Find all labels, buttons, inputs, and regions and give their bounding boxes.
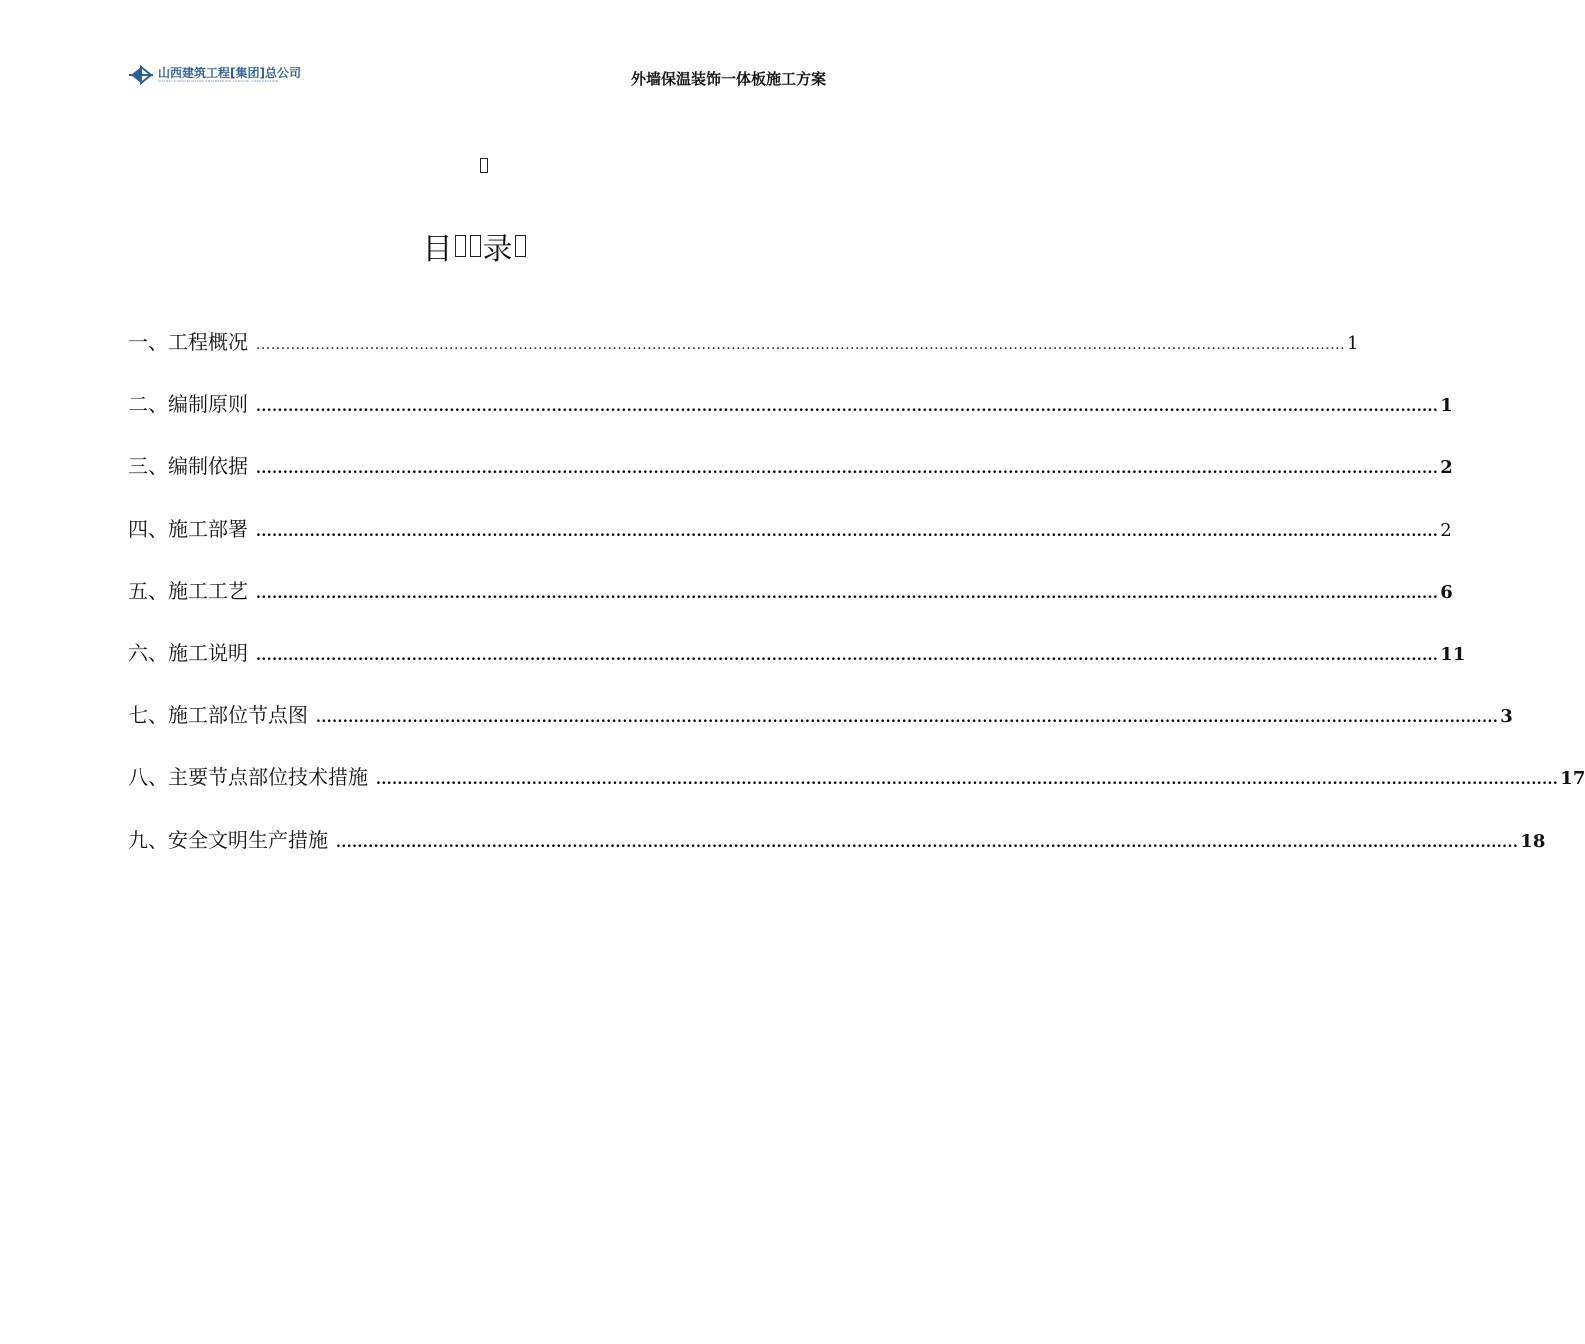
- toc-entry-label: 九、安全文明生产措施: [128, 827, 328, 852]
- toc-entry-page: 17: [1560, 768, 1585, 790]
- company-name-en: SHANXI CONSTRUCTION ENGINEERING (GROUP) CORPORATION: [158, 79, 279, 83]
- toc-entry-page: 1: [1347, 333, 1359, 354]
- toc-leader: ............................................................................................................................................................................................................................: [256, 523, 1439, 540]
- missing-glyph-mark: [480, 157, 488, 176]
- toc-heading-part2: 录: [482, 232, 513, 267]
- toc-entry-page: 2: [1440, 519, 1452, 541]
- toc-entry-page: 18: [1520, 830, 1546, 852]
- toc-leader: ............................................................................................................................................................................................................................: [336, 834, 1519, 851]
- toc-entry[interactable]: [128, 450, 1453, 512]
- toc-entry[interactable]: [128, 513, 1452, 575]
- toc-entry-label: 八、主要节点部位技术措施: [128, 765, 368, 790]
- toc-leader: ............................................................................................................................................................................................................................: [256, 399, 1439, 416]
- document-title: 外墙保温装饰一体板施工方案: [630, 70, 826, 88]
- toc-entry[interactable]: [128, 326, 1359, 388]
- toc-entry-label: 一、工程概况: [128, 330, 248, 354]
- toc-entry-page: 11: [1440, 643, 1466, 665]
- toc-list: [128, 326, 1585, 886]
- toc-entry-page: 2: [1440, 457, 1453, 479]
- toc-entry[interactable]: [128, 637, 1466, 699]
- company-logo: [128, 64, 301, 86]
- toc-entry-page: 6: [1440, 581, 1453, 603]
- toc-leader: ............................................................................................................................................................................................................................: [316, 710, 1499, 727]
- toc-heading-part1: 目: [422, 232, 453, 267]
- toc-leader: ............................................................................................................................................................................................................................: [256, 585, 1439, 602]
- toc-entry[interactable]: [128, 699, 1513, 761]
- toc-leader: ............................................................................................................................................................................................................................: [256, 337, 1346, 353]
- toc-entry[interactable]: [128, 388, 1453, 450]
- toc-entry[interactable]: [128, 824, 1546, 886]
- toc-entry[interactable]: [128, 575, 1453, 637]
- toc-entry-label: 五、施工工艺: [128, 578, 248, 603]
- toc-leader: ............................................................................................................................................................................................................................: [256, 461, 1439, 478]
- toc-entry-label: 二、编制原则: [128, 392, 248, 417]
- toc-entry-label: 三、编制依据: [128, 454, 248, 479]
- toc-entry-page: 3: [1500, 706, 1513, 728]
- toc-leader: ............................................................................................................................................................................................................................: [376, 772, 1559, 789]
- toc-entry[interactable]: [128, 761, 1585, 823]
- toc-entry-label: 四、施工部署: [128, 516, 248, 541]
- toc-heading: [0, 232, 950, 268]
- toc-entry-page: 1: [1440, 395, 1453, 417]
- toc-leader: ............................................................................................................................................................................................................................: [256, 647, 1439, 664]
- toc-entry-label: 六、施工说明: [128, 640, 248, 665]
- toc-entry-label: 七、施工部位节点图: [128, 703, 308, 728]
- company-logo-icon: [128, 65, 154, 85]
- company-name: 山西建筑工程[集团]总公司: [158, 66, 301, 80]
